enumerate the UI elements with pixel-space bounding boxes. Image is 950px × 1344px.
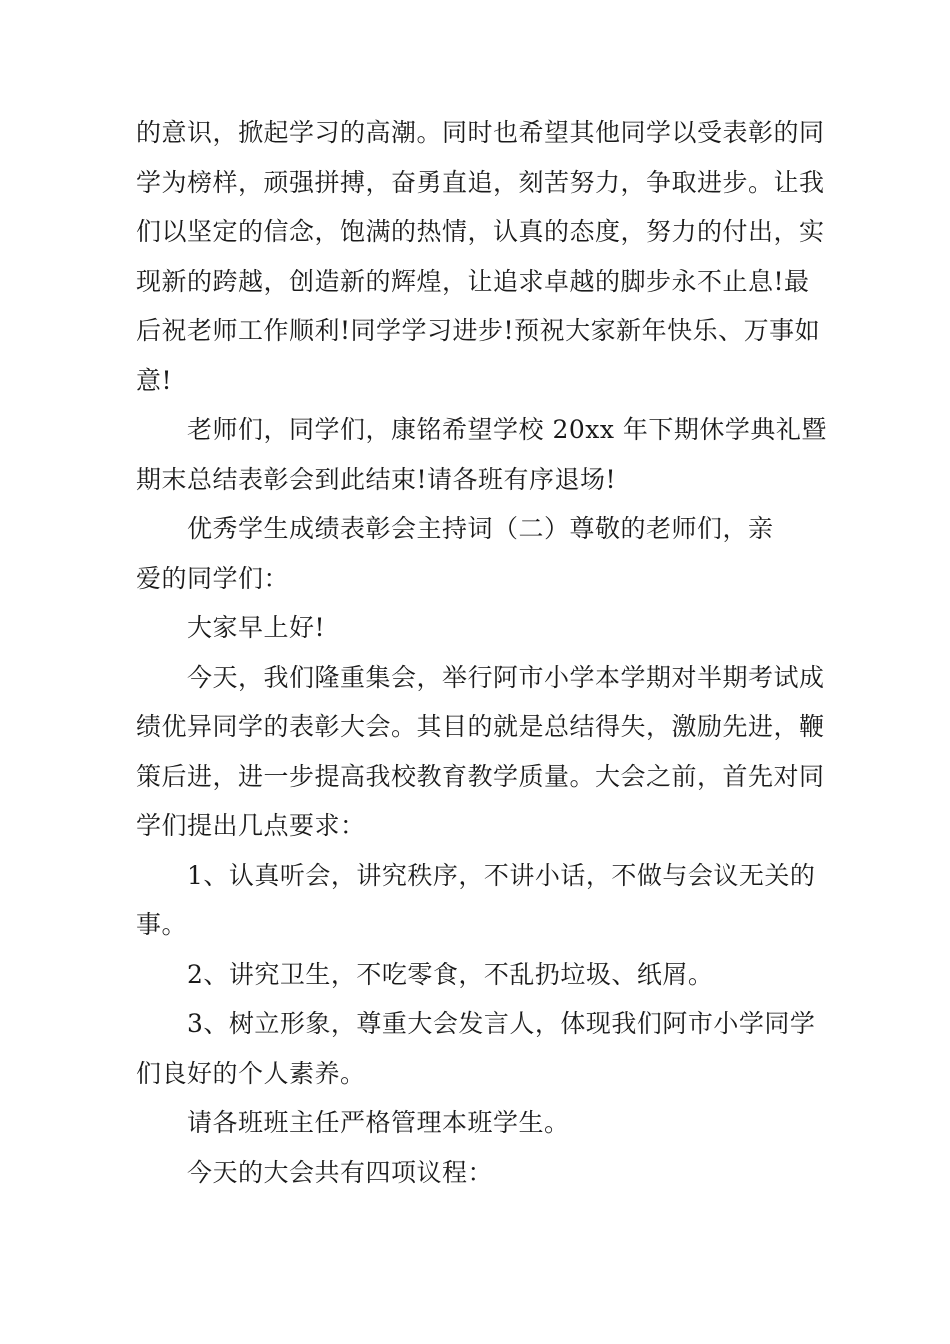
document-body bbox=[136, 108, 830, 1197]
text-line: 绩优异同学的表彰大会。其目的就是总结得失，激励先进，鞭 bbox=[136, 712, 825, 741]
text-line: 现新的跨越，创造新的辉煌，让追求卓越的脚步永不止息!最 bbox=[136, 266, 810, 296]
text-line: 后祝老师工作顺利!同学学习进步!预祝大家新年快乐、万事如 bbox=[136, 316, 821, 345]
text-line: 3、树立形象，尊重大会发言人，体现我们阿市小学同学 bbox=[187, 1009, 816, 1038]
text-line: 们良好的个人素养。 bbox=[136, 1058, 366, 1088]
text-line: 请各班班主任严格管理本班学生。 bbox=[187, 1108, 570, 1137]
text-line: 策后进，进一步提高我校教育教学质量。大会之前，首先对同 bbox=[136, 761, 825, 791]
paragraph bbox=[136, 950, 830, 1000]
paragraph bbox=[136, 603, 830, 653]
text-line: 大家早上好! bbox=[187, 613, 326, 642]
paragraph bbox=[136, 108, 830, 405]
text-line: 老师们，同学们，康铭希望学校 20xx 年下期休学典礼暨 bbox=[187, 415, 827, 444]
text-line: 1、认真听会，讲究秩序，不讲小话，不做与会议无关的 bbox=[187, 860, 816, 890]
text-line: 学为榜样，顽强拼搏，奋勇直追，刻苦努力，争取进步。让我 bbox=[136, 167, 825, 197]
paragraph bbox=[136, 1098, 830, 1148]
text-line: 2、讲究卫生，不吃零食，不乱扔垃圾、纸屑。 bbox=[187, 959, 714, 989]
text-line: 们以坚定的信念，饱满的热情，认真的态度，努力的付出，实 bbox=[136, 217, 825, 246]
paragraph bbox=[136, 504, 830, 603]
text-line: 的意识，掀起学习的高潮。同时也希望其他同学以受表彰的同 bbox=[136, 118, 825, 147]
text-line: 意! bbox=[136, 365, 173, 395]
text-line: 爱的同学们： bbox=[136, 563, 290, 593]
text-line: 学们提出几点要求： bbox=[136, 811, 366, 840]
text-line: 期末总结表彰会到此结束!请各班有序退场! bbox=[136, 464, 617, 494]
text-line: 今天的大会共有四项议程： bbox=[187, 1157, 494, 1187]
paragraph bbox=[136, 405, 830, 504]
paragraph bbox=[136, 653, 830, 851]
text-line: 优秀学生成绩表彰会主持词（二）尊敬的老师们，亲 bbox=[187, 514, 774, 543]
text-line: 今天，我们隆重集会，举行阿市小学本学期对半期考试成 bbox=[187, 662, 825, 692]
paragraph bbox=[136, 999, 830, 1098]
text-line: 事。 bbox=[136, 910, 188, 939]
paragraph bbox=[136, 851, 830, 950]
paragraph bbox=[136, 1148, 830, 1198]
